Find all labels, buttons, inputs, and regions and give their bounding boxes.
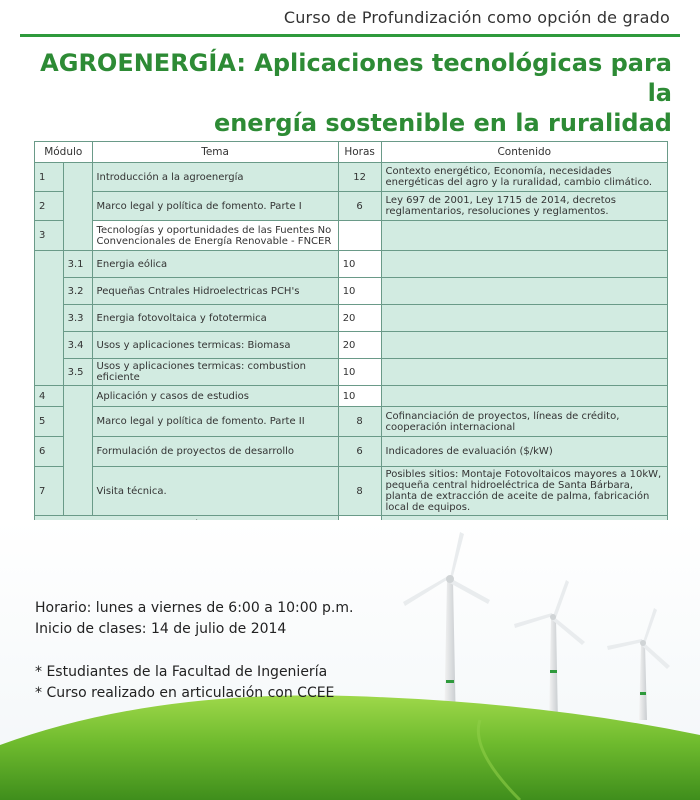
cell-contenido: Cofinanciación de proyectos, líneas de crédito, cooperación internacional [381, 407, 667, 437]
cell-horas: 6 [338, 192, 381, 221]
table-subrow [35, 251, 668, 278]
cell-contenido [381, 386, 667, 407]
cell-tema: Marco legal y política de fomento. Parte I [92, 192, 338, 221]
header-modulo: Módulo [35, 142, 93, 163]
table-subrow [35, 278, 668, 305]
note-2: * Curso realizado en articulación con CCEE [35, 685, 335, 701]
cell-modulo-empty [35, 251, 64, 386]
note-1: * Estudiantes de la Facultad de Ingeniería [35, 664, 328, 680]
cell-modulo: 4 [35, 386, 64, 407]
cell-tema: Visita técnica. [92, 467, 338, 516]
table-row [35, 437, 668, 467]
cell-horas: 20 [338, 305, 381, 332]
cell-contenido: Ley 697 de 2001, Ley 1715 de 2014, decretos reglamentarios, resoluciones y reglamentos. [381, 192, 667, 221]
cell-tema: Pequeñas Cntrales Hidroelectricas PCH's [92, 278, 338, 305]
cell-modulo: 3 [35, 221, 64, 251]
cell-tema: Tecnologías y oportunidades de las Fuentes No Convencionales de Energía Renovable - FNCER [92, 221, 338, 251]
start-date-text: Inicio de clases: 14 de julio de 2014 [35, 621, 287, 637]
cell-tema: Energia fotovoltaica y fototermica [92, 305, 338, 332]
schedule-info [35, 598, 353, 640]
table-row [35, 192, 668, 221]
cell-horas: 20 [338, 332, 381, 359]
table-row [35, 386, 668, 407]
cell-sub-empty [63, 386, 92, 516]
cell-contenido-empty [381, 359, 667, 386]
table-subrow [35, 359, 668, 386]
title-line-1: AGROENERGÍA: Aplicaciones tecnológicas para la [40, 49, 672, 107]
header-underline [20, 34, 680, 37]
schedule-text: Horario: lunes a viernes de 6:00 a 10:00 p.m. [35, 600, 354, 616]
cell-horas: 6 [338, 437, 381, 467]
table-subrow [35, 305, 668, 332]
cell-sub: 3.1 [63, 251, 92, 278]
page-title [12, 48, 672, 138]
cell-contenido-empty [381, 251, 667, 278]
cell-horas: 8 [338, 407, 381, 437]
cell-tema: Energia eólica [92, 251, 338, 278]
title-line-2: energía sostenible en la ruralidad [213, 109, 672, 137]
cell-horas: 10 [338, 251, 381, 278]
cell-sub: 3.3 [63, 305, 92, 332]
header-horas: Horas [338, 142, 381, 163]
cell-horas: 10 [338, 359, 381, 386]
table-row [35, 467, 668, 516]
course-subtitle: Curso de Profundización como opción de grado [283, 8, 670, 27]
cell-contenido: Contexto energético, Economía, necesidades energéticas del agro y la ruralidad, cambio climático. [381, 163, 667, 192]
cell-horas: 8 [338, 467, 381, 516]
cell-sub: 3.5 [63, 359, 92, 386]
cell-tema: Marco legal y política de fomento. Parte II [92, 407, 338, 437]
header-contenido: Contenido [381, 142, 667, 163]
table-row [35, 163, 668, 192]
syllabus-table [34, 141, 668, 533]
table-row [35, 407, 668, 437]
notes [35, 662, 334, 704]
cell-tema: Usos y aplicaciones termicas: combustion eficiente [92, 359, 338, 386]
table-row [35, 221, 668, 251]
cell-horas: 12 [338, 163, 381, 192]
cell-contenido-empty [381, 305, 667, 332]
cell-sub-empty [63, 163, 92, 251]
cell-tema: Introducción a la agroenergía [92, 163, 338, 192]
cell-contenido: Indicadores de evaluación ($/kW) [381, 437, 667, 467]
cell-modulo: 2 [35, 192, 64, 221]
cell-tema: Formulación de proyectos de desarrollo [92, 437, 338, 467]
wind-farm-scene [0, 520, 700, 800]
cell-modulo: 5 [35, 407, 64, 437]
cell-contenido: Posibles sitios: Montaje Fotovoltaicos mayores a 10kW, pequeña central hidroeléctrica de Santa Bárbara, planta de extracción de aceite de palma, fabricación local de equipos. [381, 467, 667, 516]
cell-sub: 3.4 [63, 332, 92, 359]
cell-tema: Aplicación y casos de estudios [92, 386, 338, 407]
cell-modulo: 7 [35, 467, 64, 516]
cell-modulo: 6 [35, 437, 64, 467]
table-header-row [35, 142, 668, 163]
cell-contenido-empty [381, 332, 667, 359]
cell-contenido-empty [381, 278, 667, 305]
cell-horas: 10 [338, 278, 381, 305]
cell-modulo: 1 [35, 163, 64, 192]
header-tema: Tema [92, 142, 338, 163]
cell-contenido [381, 221, 667, 251]
cell-horas: 10 [338, 386, 381, 407]
cell-horas [338, 221, 381, 251]
table-subrow [35, 332, 668, 359]
cell-tema: Usos y aplicaciones termicas: Biomasa [92, 332, 338, 359]
cell-sub: 3.2 [63, 278, 92, 305]
